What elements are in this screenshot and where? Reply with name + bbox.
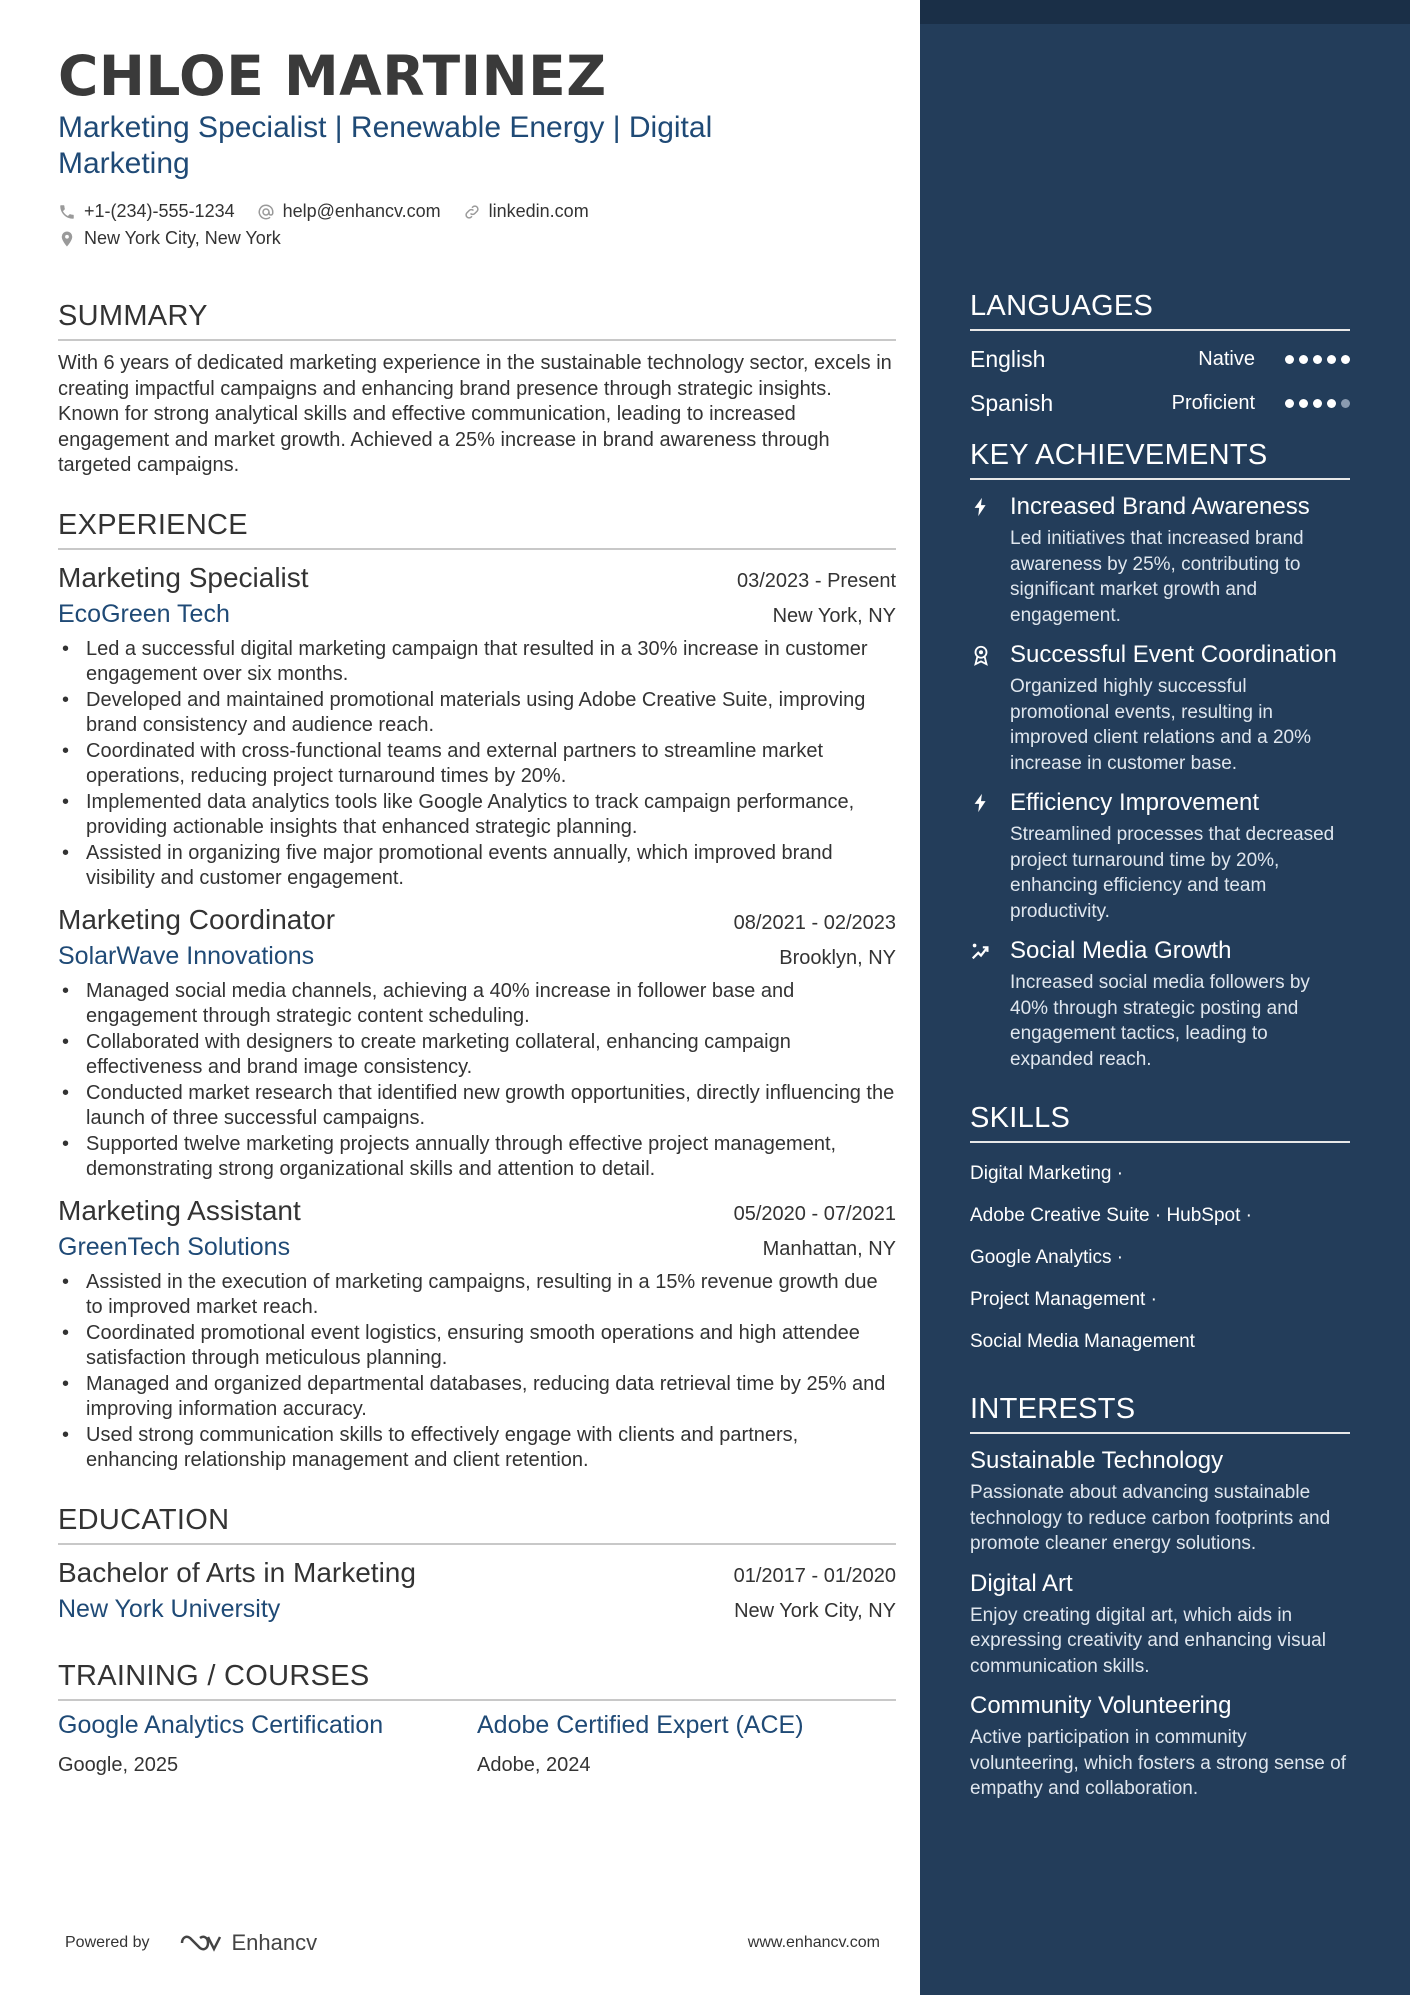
language-item xyxy=(970,343,1350,375)
language-item xyxy=(970,387,1350,419)
job-title: Marketing Coordinator xyxy=(58,903,336,935)
job-bullets xyxy=(58,1270,896,1474)
achievement-item xyxy=(970,788,1350,924)
course-item xyxy=(58,1711,477,1777)
location-item xyxy=(58,228,281,249)
proficiency-dot xyxy=(1299,355,1308,364)
summary-heading: SUMMARY xyxy=(58,300,896,341)
course-title: Adobe Certified Expert (ACE) xyxy=(477,1710,804,1739)
job-bullets xyxy=(58,637,896,892)
interests-list xyxy=(970,1446,1350,1802)
proficiency-dots xyxy=(1285,399,1350,408)
achievement-desc: Increased social media followers by 40% through strategic posting and engagement tactics, leading to expanded reach. xyxy=(1010,972,1310,1070)
interest-item xyxy=(970,1446,1350,1557)
proficiency-dot xyxy=(1285,399,1294,408)
company-name: GreenTech Solutions xyxy=(58,1232,291,1261)
course-org: Adobe, 2024 xyxy=(477,1753,591,1776)
job-dates: 03/2023 - Present xyxy=(737,569,896,592)
skill-row: Project Management · xyxy=(970,1289,1157,1310)
bullet-item: • Implemented data analytics tools like Google Analytics to track campaign performance, providing actionable insights that enhanced strategic planning. xyxy=(58,790,896,841)
brand-name: Enhancv xyxy=(231,1930,318,1955)
company-name: EcoGreen Tech xyxy=(58,599,230,628)
language-level: Native xyxy=(1198,347,1255,370)
language-level: Proficient xyxy=(1171,391,1255,414)
footer-url[interactable]: www.enhancv.com xyxy=(747,1934,880,1951)
experience-list xyxy=(58,562,896,1474)
powered-by-label: Powered by xyxy=(65,1934,150,1951)
bullet-item: • Conducted market research that identified new growth opportunities, directly influencing the launch of three successful campaigns. xyxy=(58,1081,896,1132)
school-location: New York City, NY xyxy=(734,1599,896,1622)
job-location: Brooklyn, NY xyxy=(779,946,896,969)
interests-heading: INTERESTS xyxy=(970,1393,1350,1434)
lightning-icon xyxy=(970,792,992,814)
email-item[interactable] xyxy=(257,201,441,222)
sidebar xyxy=(920,0,1410,1995)
achievement-item xyxy=(970,936,1350,1072)
course-item xyxy=(477,1711,896,1777)
bullet-item: • Supported twelve marketing projects annually through effective project management, demonstrating strong organizational skills and attention to detail. xyxy=(58,1132,896,1183)
interest-desc: Enjoy creating digital art, which aids in expressing creativity and enhancing visual communication skills. xyxy=(970,1604,1326,1677)
job-dates: 08/2021 - 02/2023 xyxy=(733,911,896,934)
growth-icon xyxy=(970,940,992,962)
proficiency-dot xyxy=(1299,399,1308,408)
achievement-title: Social Media Growth xyxy=(1010,937,1232,964)
skill-row: Digital Marketing · xyxy=(970,1163,1124,1184)
linkedin-item[interactable] xyxy=(463,201,589,222)
school-name: New York University xyxy=(58,1594,281,1623)
language-name: English xyxy=(970,345,1046,372)
email-link[interactable]: help@enhancv.com xyxy=(282,201,441,221)
interest-title: Digital Art xyxy=(970,1569,1073,1597)
skills-heading: SKILLS xyxy=(970,1102,1350,1143)
bullet-item: • Collaborated with designers to create marketing collateral, enhancing campaign effectiveness and brand image consistency. xyxy=(58,1030,896,1081)
job-title: Marketing Specialist xyxy=(58,561,309,593)
bullet-item: • Developed and maintained promotional materials using Adobe Creative Suite, improving brand consistency and audience reach. xyxy=(58,688,896,739)
interest-title: Community Volunteering xyxy=(970,1692,1232,1719)
skill-row: Google Analytics · xyxy=(970,1247,1124,1268)
location-text: New York City, New York xyxy=(84,228,281,248)
achievements-list xyxy=(970,492,1350,1072)
candidate-name: CHLOE MARTINEZ xyxy=(58,44,607,108)
summary-text: With 6 years of dedicated marketing experience in the sustainable technology sector, excels in creating impactful campaigns and enhancing brand presence through strategic insights. Known for strong analytical skills and effective communication, leading to increased engagement and market growth. Achieved a 25% increase in brand awareness through targeted campaigns. xyxy=(58,352,892,476)
phone-number: +1-(234)-555-1234 xyxy=(84,201,235,221)
proficiency-dots xyxy=(1285,355,1350,364)
linkedin-link[interactable]: linkedin.com xyxy=(488,201,589,221)
job-entry xyxy=(58,1195,896,1474)
interest-item xyxy=(970,1691,1350,1802)
link-icon xyxy=(463,203,481,221)
job-entry xyxy=(58,904,896,1183)
job-entry xyxy=(58,562,896,892)
phone-icon xyxy=(58,203,76,221)
location-pin-icon xyxy=(58,230,76,248)
education-dates: 01/2017 - 01/2020 xyxy=(733,1564,896,1587)
award-icon xyxy=(970,644,992,666)
headline: Marketing Specialist | Renewable Energy | Digital Marketing xyxy=(58,111,713,180)
skills-list xyxy=(970,1153,1350,1363)
experience-heading: EXPERIENCE xyxy=(58,509,896,550)
course-title: Google Analytics Certification xyxy=(58,1710,384,1739)
achievement-item xyxy=(970,492,1350,628)
bullet-item: • Coordinated promotional event logistics, ensuring smooth operations and high attendee satisfaction through meticulous planning. xyxy=(58,1321,896,1372)
degree: Bachelor of Arts in Marketing xyxy=(58,1556,416,1588)
achievement-item xyxy=(970,640,1350,776)
training-heading: TRAINING / COURSES xyxy=(58,1660,896,1701)
bullet-item: • Managed social media channels, achieving a 40% increase in follower base and engagement through strategic content scheduling. xyxy=(58,979,896,1030)
footer xyxy=(65,1930,880,1956)
bullet-item: • Led a successful digital marketing campaign that resulted in a 30% increase in customer engagement over six months. xyxy=(58,637,896,688)
languages-list xyxy=(970,343,1350,419)
language-name: Spanish xyxy=(970,389,1054,416)
proficiency-dot xyxy=(1327,355,1336,364)
sidebar-top-bar xyxy=(920,0,1410,24)
job-title: Marketing Assistant xyxy=(58,1194,301,1226)
bullet-item: • Coordinated with cross-functional teams and external partners to streamline market operations, reducing project turnaround times by 20%. xyxy=(58,739,896,790)
brand-logo[interactable] xyxy=(178,1930,318,1956)
bullet-item: • Assisted in the execution of marketing campaigns, resulting in a 15% revenue growth due to improved market reach. xyxy=(58,1270,896,1321)
bullet-item: • Used strong communication skills to effectively engage with clients and partners, enhancing relationship management and client retention. xyxy=(58,1423,896,1474)
achievement-title: Increased Brand Awareness xyxy=(1010,493,1310,520)
languages-heading: LANGUAGES xyxy=(970,290,1350,331)
at-icon xyxy=(257,203,275,221)
achievement-desc: Streamlined processes that decreased project turnaround time by 20%, enhancing efficiency and team productivity. xyxy=(1010,824,1335,922)
lightning-icon xyxy=(970,496,992,518)
courses-list xyxy=(58,1711,896,1777)
interest-desc: Passionate about advancing sustainable technology to reduce carbon footprints and promote cleaner energy solutions. xyxy=(970,1482,1331,1554)
bullet-item: • Managed and organized departmental databases, reducing data retrieval time by 25% and improving information accuracy. xyxy=(58,1372,896,1423)
job-dates: 05/2020 - 07/2021 xyxy=(733,1202,896,1225)
enhancv-logo-icon xyxy=(178,1931,224,1955)
achievement-desc: Organized highly successful promotional events, resulting in improved client relations and a 20% increase in customer base. xyxy=(1010,676,1312,774)
proficiency-dot xyxy=(1285,355,1294,364)
skill-row: Adobe Creative Suite · HubSpot · xyxy=(970,1205,1252,1226)
interest-desc: Active participation in community volunteering, which fosters a strong sense of empathy and collaboration. xyxy=(970,1727,1346,1799)
proficiency-dot xyxy=(1313,355,1322,364)
achievement-title: Successful Event Coordination xyxy=(1010,641,1337,668)
achievements-heading: KEY ACHIEVEMENTS xyxy=(970,439,1350,480)
bullet-item: • Assisted in organizing five major promotional events annually, which improved brand visibility and customer engagement. xyxy=(58,841,896,892)
skill-row: Social Media Management xyxy=(970,1331,1195,1352)
proficiency-dot xyxy=(1341,399,1350,408)
education-heading: EDUCATION xyxy=(58,1504,896,1545)
contact-info xyxy=(58,198,896,252)
proficiency-dot xyxy=(1313,399,1322,408)
interest-item xyxy=(970,1569,1350,1680)
job-location: New York, NY xyxy=(772,604,896,627)
achievement-desc: Led initiatives that increased brand awareness by 25%, contributing to significant market growth and engagement. xyxy=(1010,528,1304,626)
phone-item xyxy=(58,201,235,222)
job-location: Manhattan, NY xyxy=(762,1237,896,1260)
company-name: SolarWave Innovations xyxy=(58,941,315,970)
interest-title: Sustainable Technology xyxy=(970,1447,1224,1474)
achievement-title: Efficiency Improvement xyxy=(1010,789,1259,816)
job-bullets xyxy=(58,979,896,1183)
proficiency-dot xyxy=(1327,399,1336,408)
course-org: Google, 2025 xyxy=(58,1753,179,1776)
education-entry xyxy=(58,1557,896,1624)
proficiency-dot xyxy=(1341,355,1350,364)
